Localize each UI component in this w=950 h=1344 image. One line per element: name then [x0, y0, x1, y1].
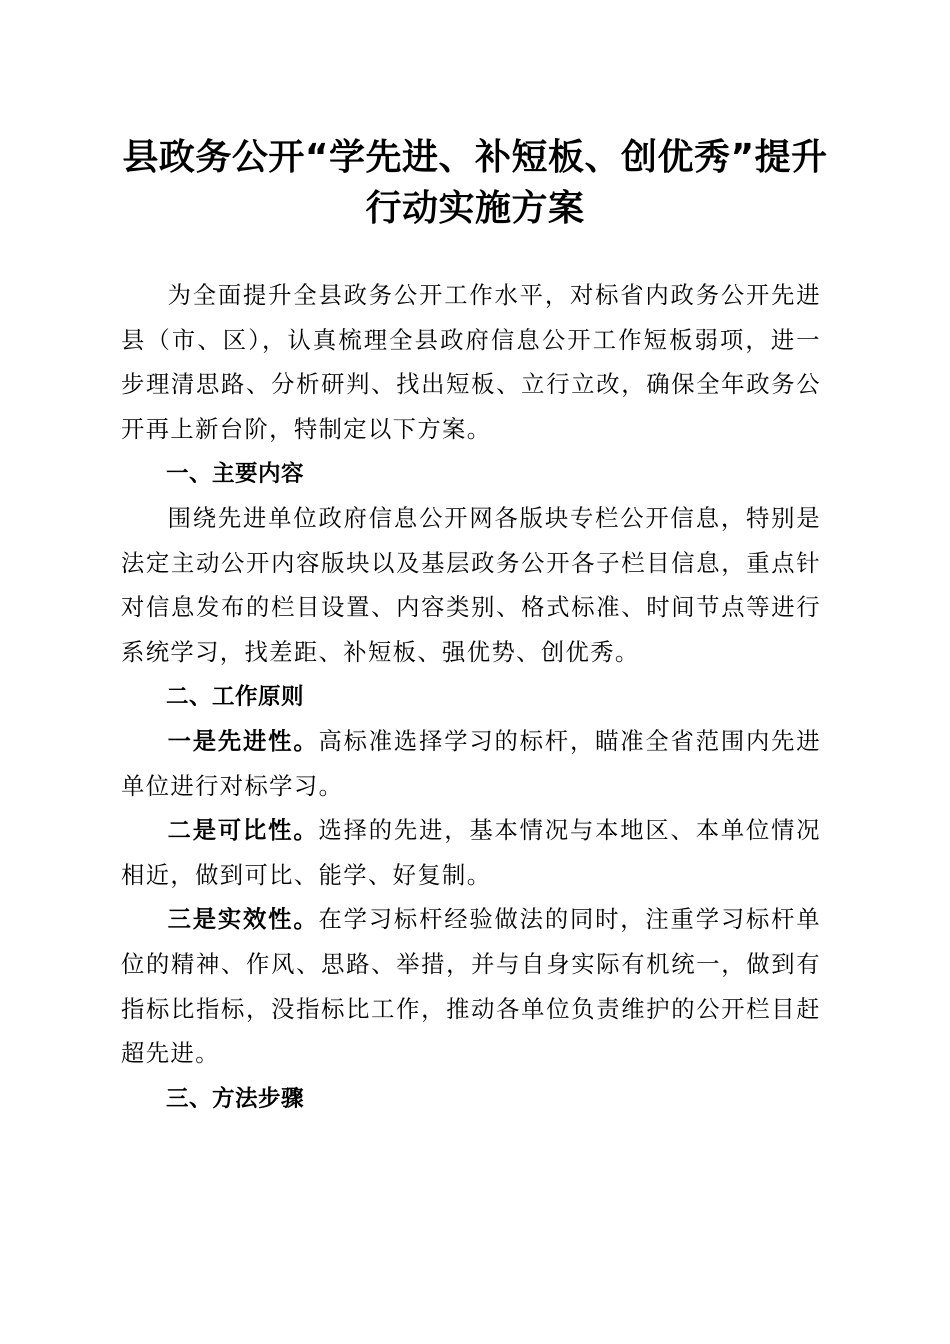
intro-paragraph: 为全面提升全县政务公开工作水平，对标省内政务公开先进县（市、区），认真梳理全县政府信息公开工作短板弱项，进一步理清思路、分析研判、找出短板、立行立改，确保全年政务公开再上新台阶，特制定以下方案。 [121, 282, 821, 443]
section-1-heading: 一、主要内容 [166, 461, 305, 488]
principle-3-text: 在学习标杆经验做法的同时，注重学习标杆单位的精神、作风、思路、举措，并与自身实际有机统一，做到有指标比指标，没指标比工作，推动各单位负责维护的公开栏目赶超先进。 [121, 906, 821, 1068]
principle-2-text: 选择的先进，基本情况与本地区、本单位情况相近，做到可比、能学、好复制。 [121, 817, 821, 889]
principle-paragraph-2 [121, 809, 821, 898]
section-1-paragraph: 围绕先进单位政府信息公开网各版块专栏公开信息，特别是法定主动公开内容版块以及基层政务公开各子栏目信息，重点针对信息发布的栏目设置、内容类别、格式标准、时间节点等进行系统学习，找差距、补短板、强优势、创优秀。 [121, 504, 821, 666]
principle-3-lead: 三是实效性。 [167, 906, 319, 934]
section-3-heading: 三、方法步骤 [166, 1085, 305, 1112]
document-title-line-2: 行动实施方案 [365, 188, 585, 229]
document-title-line-1: 县政务公开“学先进、补短板、创优秀”提升 [122, 137, 828, 178]
principle-2-lead: 二是可比性。 [167, 817, 319, 845]
principle-1-text: 高标准选择学习的标杆，瞄准全省范围内先进单位进行对标学习。 [121, 727, 821, 800]
principle-1-lead: 一是先进性。 [167, 727, 319, 755]
document-body [121, 274, 821, 1121]
principle-paragraph-3 [121, 898, 821, 1076]
principle-paragraph-1 [121, 720, 821, 809]
section-2-heading: 二、工作原则 [166, 684, 305, 711]
